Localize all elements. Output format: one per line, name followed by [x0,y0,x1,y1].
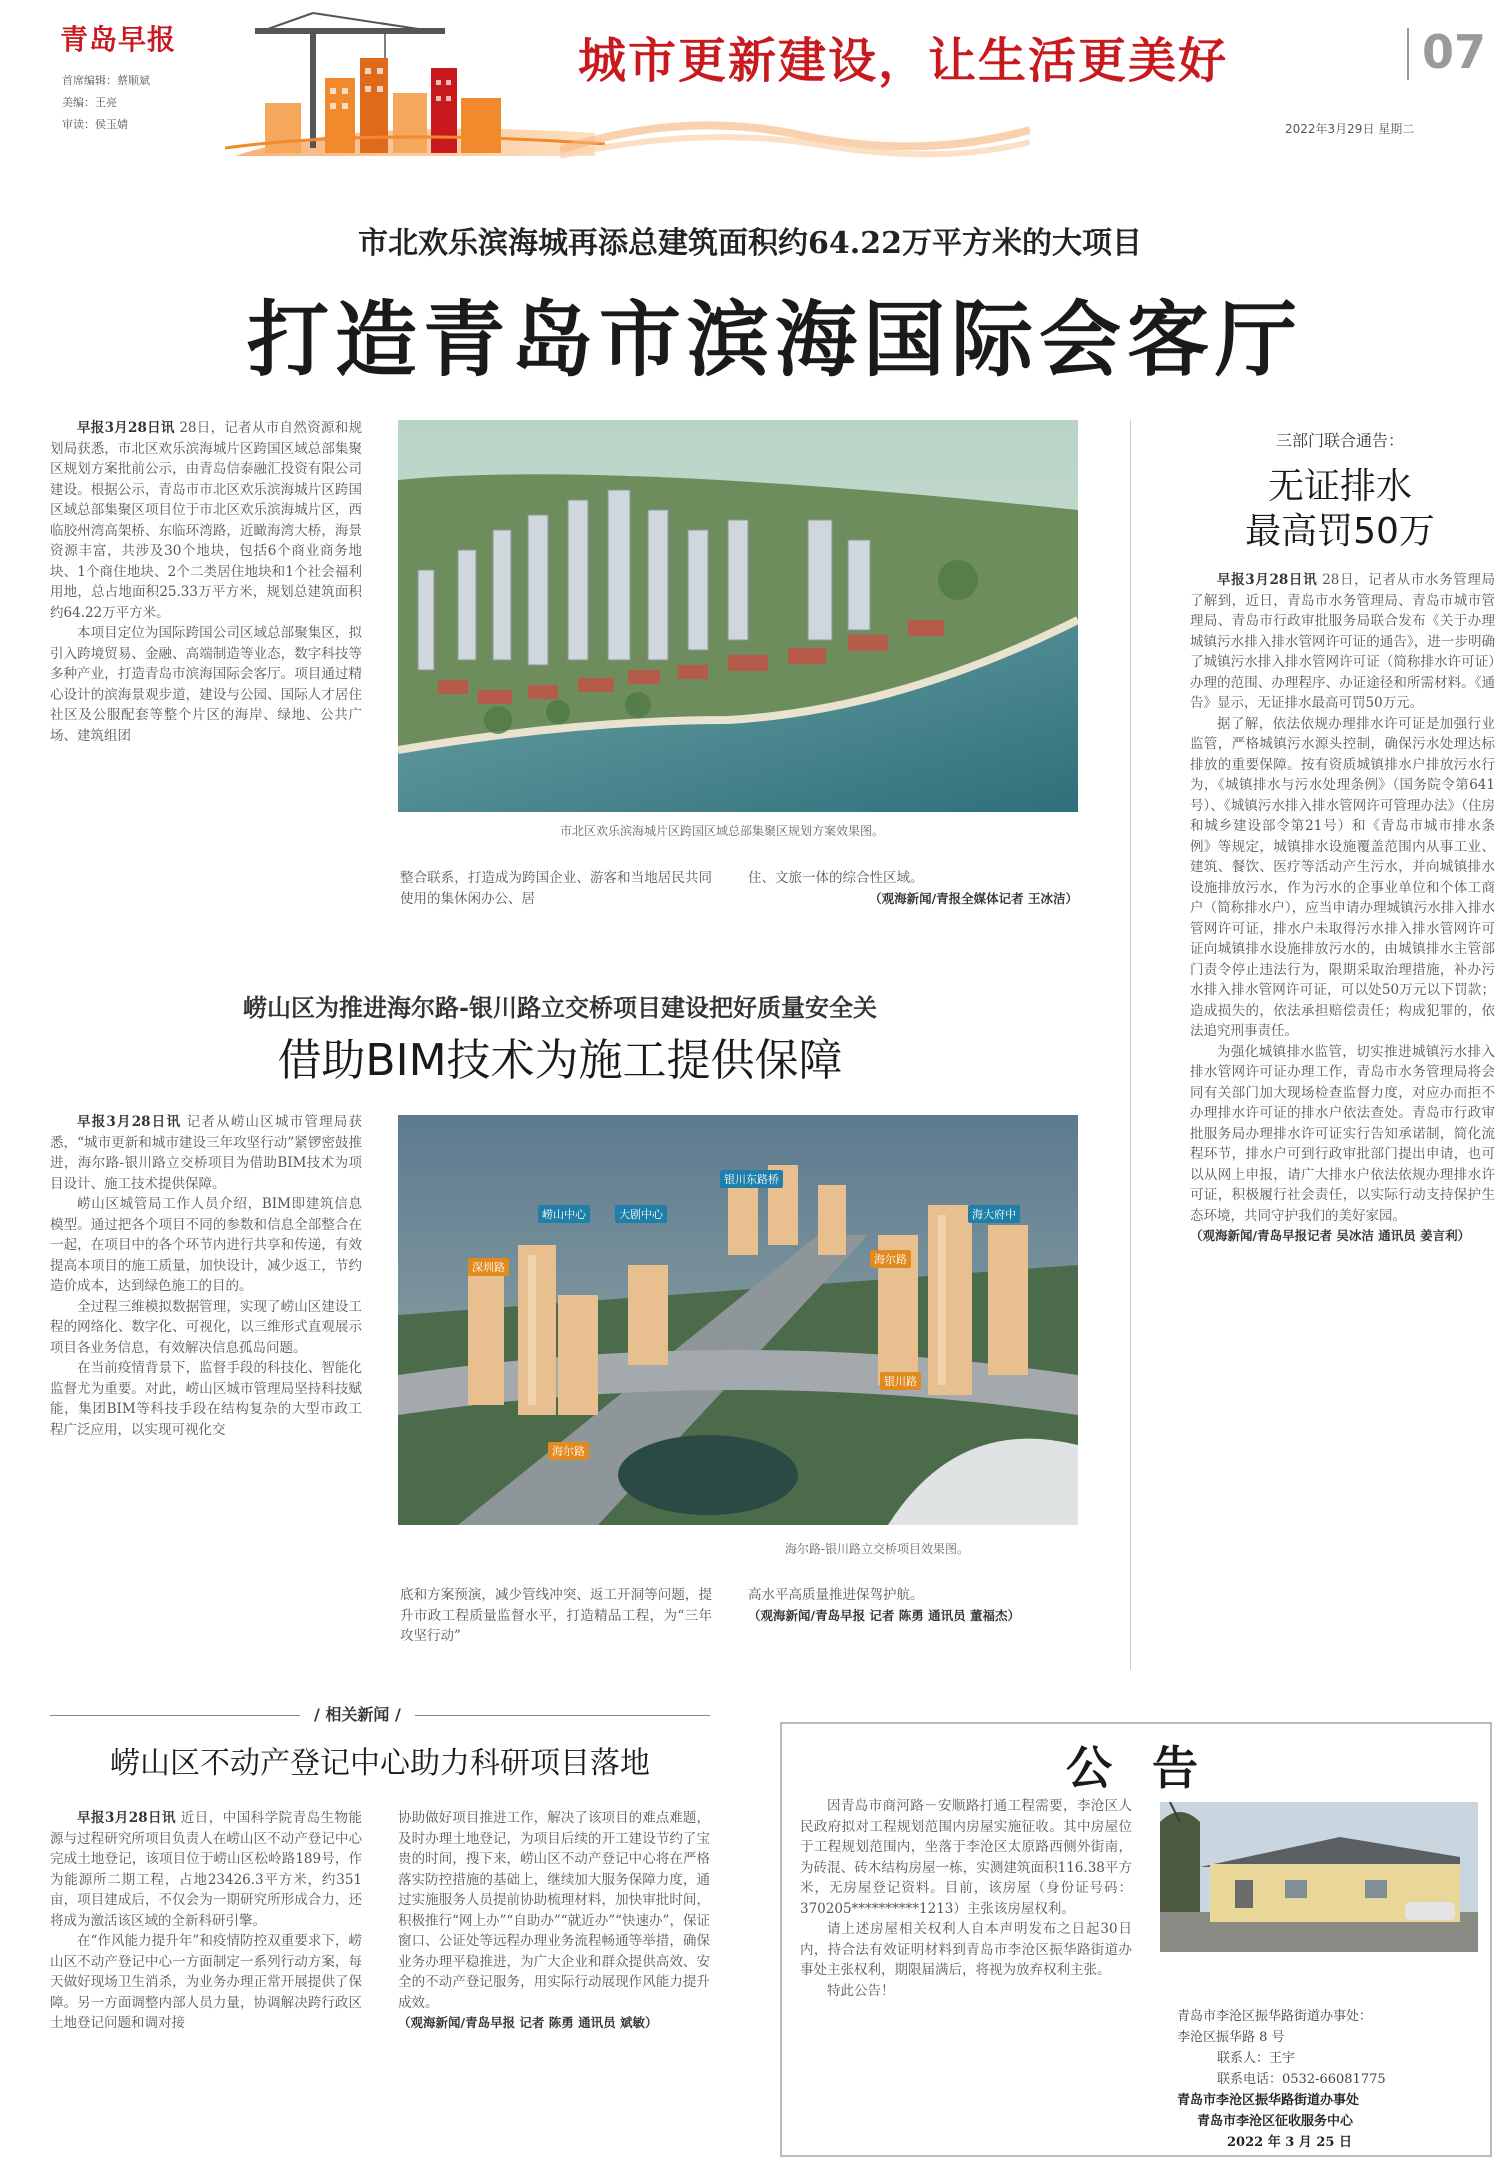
article1-col3-text: 住、文旅一体的综合性区域。 [748,870,924,886]
article2-col1d-text: 在当前疫情背景下，监督手段的科技化、智能化监督尤为重要。对此，崂山区城市管理局坚持科技赋能，集团BIM等科技手段在结构复杂的大型市政工程广泛应用，以实现可视化交 [50,1360,362,1438]
article3-dateline: 早报3月28日讯 [77,1810,177,1826]
article1-byline: （观海新闻/青报全媒体记者 王冰洁） [869,890,1078,906]
page-divider [1407,28,1409,80]
sidebar-body [1190,570,1495,1675]
notice-body [800,1796,1132,2151]
map-label-yinchuan-east-bridge: 银川东路桥 [720,1170,783,1188]
article3-col2-text: 协助做好项目推进工作，解决了该项目的难点难题，及时办理土地登记，为项目后续的开工建设节约了宝贵的时间，搜下来，崂山区不动产登记中心将在严格落实防控措施的基础上，继续加大服务保障力度，通过实施服务人员提前协助梳理材料，加快审批时间，积极推行“网上办”“自助办”“就近办”“快速办”，保证窗口、公证处等远程办理业务流程畅通等举措，确保业务办理平稳推进，为广大企业和群众提供高效、安全的不动产登记服务，用实际行动展现作风能力提升成效。 [398,1810,710,2011]
article3-byline: （观海新闻/青岛早报 记者 陈勇 通讯员 斌敏） [398,2015,658,2030]
sidebar-p1: 28日，记者从市水务管理局了解到，近日，青岛市水务管理局、青岛市城市管理局、青岛市行政审批服务局联合发布《关于办理城镇污水排入排水管网许可证的通告》，进一步明确了城镇污水排入排水管网许可证（简称排水许可证）办理的范围、办理程序、办证途径和所需材料。《通告》显示，无证排水最高可罚50万元。 [1190,572,1495,711]
notice-issue-date: 2022 年 3 月 25 日 [1227,2135,1352,2150]
article1-col2-text: 整合联系，打造成为跨国企业、游客和当地居民共同使用的集休闲办公、居 [400,870,712,907]
article3-column2 [398,1808,710,2153]
notice-closing: 特此公告！ [827,1982,895,1999]
article2-col3-text: 高水平高质量推进保驾护航。 [748,1587,924,1603]
article2-dateline: 早报3月28日讯 [77,1114,182,1130]
editor-credit: 首席编辑：蔡顺斌 [62,74,150,87]
article2-byline: （观海新闻/青岛早报 记者 陈勇 通讯员 董福杰） [748,1607,1020,1623]
map-label-theater-center: 大剧中心 [615,1205,667,1223]
article3-column1 [50,1808,362,2153]
article2-column2 [400,1585,712,1647]
masthead-credits [62,70,150,136]
banner-wave-decoration [560,90,1030,160]
article2-headline: 借助BIM技术为施工提供保障 [277,1035,843,1086]
page-number: 07 [1422,25,1487,79]
column-divider [1130,420,1131,1670]
notice-address-line2: 李沧区振华路 8 号 [1177,2030,1285,2045]
article2-photo-caption: 海尔路-银川路立交桥项目效果图。 [785,1542,970,1556]
public-notice-box [780,1722,1492,2157]
article2-kicker: 崂山区为推进海尔路-银川路立交桥项目建设把好质量安全关 [243,993,877,1022]
notice-contact-phone: 联系电话：0532-66081775 [1217,2072,1386,2087]
notice-text: 因青岛市商河路－安顺路打通工程需要，李沧区人民政府拟对工程规划范围内房屋实施征收。其中房屋位于工程规划范围内，坐落于李沧区太原路西侧外街南，为砖混、砖木结构房屋一栋，实测建筑面积116.38平方米，无房屋登记资料。目前，该房屋（身份证号码：370205**********1213）主张该房屋权利。 [800,1798,1132,1917]
article3-col1b-text: 在“作风能力提升年”和疫情防控双重要求下，崂山区不动产登记中心一方面制定一系列行动方案，每天做好现场卫生消杀，为业务办理正常开展提供了保障。另一方面调整内部人员力量，协调解决跨行政区土地登记问题和调对接 [50,1933,362,2031]
article3-headline: 崂山区不动产登记中心助力科研项目落地 [110,1746,650,1781]
issue-date: 2022年3月29日 星期二 [1285,122,1415,136]
article1-dateline: 早报3月28日讯 [77,420,175,436]
article1-column3 [748,868,1078,909]
article2-col1c-text: 全过程三维模拟数据管理，实现了崂山区建设工程的网络化、数字化、可视化，以三维形式直观展示项目各业务信息，有效解决信息孤岛问题。 [50,1298,362,1356]
article1-headline: 打造青岛市滨海国际会客厅 [246,293,1303,388]
notice-text-2: 请上述房屋相关权利人自本声明发布之日起30日内，持合法有效证明材料到青岛市李沧区振华路街道办事处主张权利，期限届满后，将视为放弃权利主张。 [800,1921,1132,1978]
proofreader-credit: 审读：侯玉婧 [62,118,128,131]
article1-photo-caption: 市北区欢乐滨海城片区跨国区域总部集聚区规划方案效果图。 [560,824,885,838]
article1-col1b-text: 本项目定位为国际跨国公司区域总部聚集区，拟引入跨境贸易、金融、高端制造等业态，数字科技等多种产业，打造青岛市滨海国际会客厅。项目通过精心设计的滨海景观步道，建设与公园、国际人才居住社区及公服配套等整个片区的海岸、绿地、公共广场、建筑组团 [50,625,362,744]
notice-title: 公 告 [1065,1741,1210,1795]
banner-cityscape-illustration [225,8,605,156]
article1-column2 [400,868,712,909]
map-label-haier-road-1: 海尔路 [870,1250,911,1268]
designer-credit: 美编：王亮 [62,96,117,109]
notice-contact [1177,2006,1477,2153]
article2-col2-text: 底和方案预演，减少管线冲突、返工开洞等问题，提升市政工程质量监督水平，打造精品工程，为“三年攻坚行动” [400,1587,712,1644]
sidebar-kicker: 三部门联合通告： [1275,431,1404,450]
article1-column1 [50,418,362,918]
sidebar-p3: 为强化城镇排水监管，切实推进城镇污水排入排水管网许可证办理工作，青岛市水务管理局将会同有关部门加大现场检查监督力度，对应办而拒不办理排水许可证的排水户依法查处。青岛市行政审批服务局办理排水许可证实行告知承诺制，简化流程环节，排水户可到行政审批部门提出申请，也可以从网上申报，请广大排水户依法依规办理排水许可证，积极履行社会责任，以实际行动支持保护生态环境，共同守护我们的美好家园。 [1190,1043,1495,1224]
article2-col1b-text: 崂山区城管局工作人员介绍，BIM即建筑信息模型。通过把各个项目不同的参数和信息全部整合在一起，在项目中的各个环节内进行共享和传递，有效提高本项目的施工质量，加快设计，减少返工，节约造价成本，达到绿色施工的目的。 [50,1196,362,1294]
article2-col1-text: 记者从崂山区城市管理局获悉，“城市更新和城市建设三年攻坚行动”紧锣密鼓推进，海尔路-银川路立交桥项目为借助BIM技术为项目设计、施工技术提供保障。 [50,1114,362,1192]
notice-issuer-1: 青岛市李沧区振华路街道办事处 [1177,2093,1360,2108]
notice-building-photo [1160,1802,1478,1952]
article2-column1 [50,1112,362,1657]
map-label-shenzhen-road: 深圳路 [468,1258,509,1276]
related-news-label: 相关新闻 [325,1705,390,1724]
notice-address-line1: 青岛市李沧区振华路街道办事处： [1177,2009,1373,2024]
sidebar-headline-line1: 无证排水 [1267,466,1412,507]
related-news-tag: / 相关新闻 / [300,1702,415,1725]
sidebar-p2: 据了解，依法依规办理排水许可证是加强行业监管，严格城镇污水源头控制，确保污水处理达标排放的重要保障。按有资质城镇排水户排放污水行为，《城镇排水与污水处理条例》（国务院令第641号）、《城镇污水排入排水管网许可管理办法》（住房和城乡建设部令第21号）和《青岛市城市排水条例》等规定，城镇排水设施覆盖范围内从事工业、建筑、餐饮、医疗等活动产生污水，并向城镇排水设施排放污水，作为污水的企事业单位和个体工商户（简称排水户），应当申请办理城镇污水排入排水管网许可证，排水户未取得污水排入排水管网许可证向城镇排水设施排放污水的，由城镇排水主管部门责令停止违法行为，限期采取治理措施，补办污水排入排水管网许可证，可以处50万元以下罚款；造成损失的，依法承担赔偿责任；构成犯罪的，依法追究刑事责任。 [1190,715,1495,1039]
banner-title: 城市更新建设，让生活更美好 [578,33,1229,89]
sidebar-byline: （观海新闻/青岛早报记者 吴冰洁 通讯员 姜言利） [1190,1228,1471,1243]
map-label-laoshan-center: 崂山中心 [538,1205,590,1223]
map-label-haida-fuzhong: 海大府中 [968,1205,1020,1223]
article2-column3 [748,1585,1078,1626]
article1-kicker: 市北欢乐滨海城再添总建筑面积约64.22万平方米的大项目 [358,226,1142,261]
newspaper-logo: 青岛早报 [60,23,177,56]
notice-contact-person: 联系人：王宇 [1217,2051,1296,2066]
map-label-yinchuan-road: 银川路 [880,1372,921,1390]
article3-col1-text: 近日，中国科学院青岛生物能源与过程研究所项目负责人在崂山区不动产登记中心完成土地登记，该项目位于崂山区松岭路189号，作为能源所二期工程，占地23426.3平方米，约351亩，项目建成后，不仅会为一期研究所形成合力，还将成为激活该区域的全新科研引擎。 [50,1810,362,1929]
masthead [0,0,1500,160]
article1-col1-text: 28日，记者从市自然资源和规划局获悉，市北区欢乐滨海城片区跨国区域总部集聚区规划方案批前公示，由青岛信泰融汇投资有限公司建设。根据公示，青岛市市北区欢乐滨海城片区跨国区域总部集聚区项目位于市北区欢乐滨海城片区，西临胶州湾高架桥、东临环湾路，近瞰海湾大桥，海景资源丰富，共涉及30个地块，包括6个商业商务地块、1个商住地块、2个二类居住地块和1个社会福利用地，总占地面积25.33万平方米，规划总建筑面积约64.22万平方米。 [50,420,362,621]
article1-waterfront-rendering [398,420,1078,812]
map-label-haier-road-2: 海尔路 [548,1442,589,1460]
sidebar-dateline: 早报3月28日讯 [1217,572,1318,588]
notice-issuer-2: 青岛市李沧区征收服务中心 [1197,2114,1354,2129]
sidebar-headline-line2: 最高罚50万 [1245,511,1435,552]
